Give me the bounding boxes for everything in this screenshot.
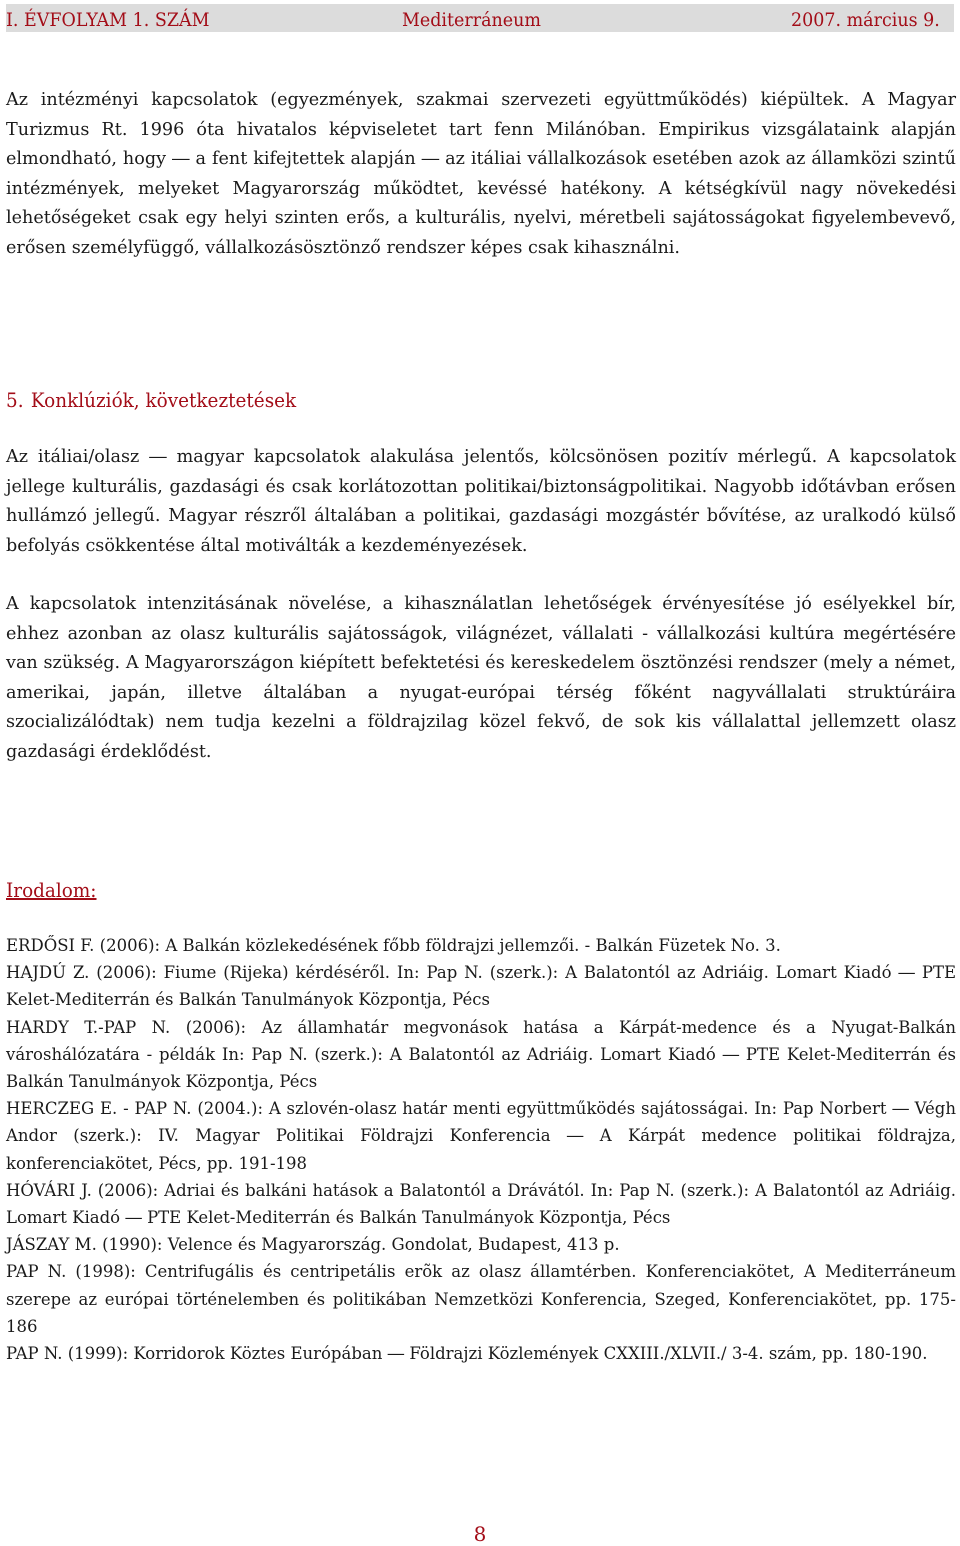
reference-list	[6, 932, 956, 1367]
reference-item: HERCZEG E. - PAP N. (2004.): A szlovén-olasz határ menti együttműködés sajátosságai. In: Pap Norbert ― Végh Andor (szerk.): IV. Magyar Politikai Földrajzi Konferencia ― A Kárpát medence politikai földrajza, konferenciakötet, Pécs, pp. 191-198	[6, 1099, 956, 1173]
reference-item: HAJDÚ Z. (2006): Fiume (Rijeka) kérdéséről. In: Pap N. (szerk.): A Balatontól az Adriáig. Lomart Kiadó ― PTE Kelet-Mediterrán és Balkán Tanulmányok Központja, Pécs	[6, 963, 956, 1010]
header-issue: I. ÉVFOLYAM 1. SZÁM	[6, 9, 210, 31]
header-date: 2007. március 9.	[791, 9, 940, 31]
reference-item: PAP N. (1999): Korridorok Köztes Európában ― Földrajzi Közlemények CXXIII./XLVII./ 3-4. szám, pp. 180-190.	[6, 1344, 928, 1364]
references-heading: Irodalom:	[6, 878, 97, 902]
header-journal-title: Mediterráneum	[402, 9, 541, 31]
section-heading	[6, 388, 296, 412]
conclusion-paragraph-2: A kapcsolatok intenzitásának növelése, a kihasználatlan lehetőségek érvényesítése jó esélyekkel bír, ehhez azonban az olasz kulturális sajátosságok, világnézet, vállalati - vállalkozási kultúra megértésére van szükség. A Magyarországon kiépített befektetési és kereskedelem ösztönzési rendszer (mely a német, amerikai, japán, illetve általában a nyugat-európai térség főként nagyvállalati struktúráira szocializálódtak) nem tudja kezelni a földrajzilag közel fekvő, de sok kis vállalattal jellemzett olasz gazdasági érdeklődést.	[6, 594, 956, 762]
reference-item: HARDY T.-PAP N. (2006): Az államhatár megvonások hatása a Kárpát-medence és a Nyugat-Balkán városhálózatára - példák In: Pap N. (szerk.): A Balatontól az Adriáig. Lomart Kiadó ― PTE Kelet-Mediterrán és Balkán Tanulmányok Központja, Pécs	[6, 1017, 956, 1092]
reference-item: PAP N. (1998): Centrifugális és centripetális erõk az olasz államtérben. Konferenciakötet, A Mediterráneum szerepe az európai történelemben és politikában Nemzetközi Konferencia, Szeged, Konferenciakötet, pp. 175-186	[6, 1262, 956, 1336]
section-title: Konklúziók, következtetések	[30, 388, 297, 412]
conclusion-paragraph-1: Az itáliai/olasz ― magyar kapcsolatok alakulása jelentős, kölcsönösen pozitív mérlegű. A kapcsolatok jellege kulturális, gazdasági és csak korlátozottan politikai/biztonságpolitikai. Nagyobb időtávban erősen hullámzó jellegű. Magyar részről általában a politikai, gazdasági mozgástér bővítése, az uralkodó külső befolyás csökkentése által motiválták a kezdeményezések.	[6, 447, 956, 556]
reference-item: JÁSZAY M. (1990): Velence és Magyarország. Gondolat, Budapest, 413 p.	[6, 1235, 620, 1255]
reference-item: HÓVÁRI J. (2006): Adriai és balkáni hatások a Balatontól a Drávától. In: Pap N. (szerk.): A Balatontól az Adriáig. Lomart Kiadó ― PTE Kelet-Mediterrán és Balkán Tanulmányok Központja, Pécs	[6, 1180, 956, 1228]
reference-item: ERDŐSI F. (2006): A Balkán közlekedésének főbb földrajzi jellemzői. - Balkán Füzetek No. 3.	[6, 936, 781, 955]
intro-paragraph: Az intézményi kapcsolatok (egyezmények, szakmai szervezeti együttműködés) kiépültek. A Magyar Turizmus Rt. 1996 óta hivatalos képviseletet tart fenn Milánóban. Empirikus vizsgálataink alapján elmondható, hogy ― a fent kifejtettek alapján ― az itáliai vállalkozások esetében azok az államközi szintű intézmények, melyeket Magyarország működtet, kevéssé hatékony. A kétségkívül nagy növekedési lehetőségeket csak egy helyi szinten erős, a kulturális, nyelvi, méretbeli sajátosságokat figyelembevevő, erősen személyfüggő, vállalkozásösztönző rendszer képes csak kihasználni.	[6, 90, 956, 258]
page-header	[6, 4, 954, 32]
section-number: 5.	[6, 388, 24, 412]
page-number: 8	[473, 1522, 487, 1546]
